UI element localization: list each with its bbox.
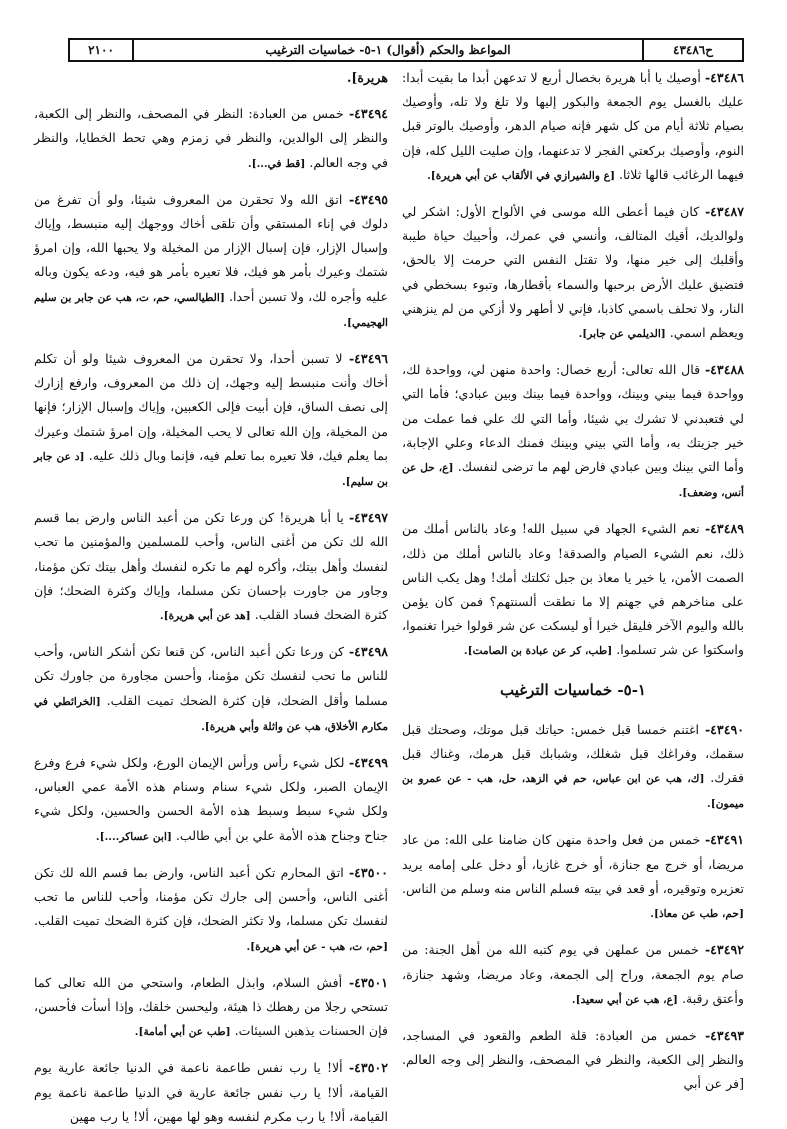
running-title: المواعظ والحكم (أقوال) ١-٥- خماسيات الترغيب — [132, 40, 642, 60]
hadith-reference: [الديلمي عن جابر]. — [578, 328, 666, 341]
hadith-entry — [34, 102, 388, 176]
hadith-entry — [34, 751, 388, 849]
hadith-entry — [402, 358, 744, 505]
hadith-reference: [الطيالسي، حم، ت، هب عن جابر بن سليم الهجيمي]. — [34, 291, 388, 329]
hadith-number: ٤٣٤٩٧- — [348, 510, 388, 526]
hadith-reference: [حم، طب عن معاذ]. — [650, 908, 744, 921]
hadith-number: ٤٣٤٨٦- — [704, 70, 744, 85]
hadith-text: خمس من العبادة: قلة الطعم والقعود في المساجد، والنظر إلى الكعبة، والنظر في المصحف، والنظر إلى وجه العالم. [فر عن أبي — [402, 1027, 744, 1092]
hadith-text: قال الله تعالى: أربع خصال: واحدة منهن لي، وواحدة لك، وواحدة فيما بيني وبينك، وواحدة فيما بينك وبين عبادي؛ فأما التي لي فتعبدني لا تشرك بي شيئا، وأما التي لك علي فما عملت من خير جزيتك به، وأما التي بيني وبينك فمنك الدعاء وعلي الإجابة، وأما التي بينك وبين عبادي فارض لهم ما ترضى لنفسك. — [402, 362, 744, 475]
hadith-reference: [طب، كر عن عبادة بن الصامت]. — [463, 645, 613, 658]
hadith-entry — [34, 861, 388, 959]
hadith-entry — [34, 188, 388, 335]
hadith-entry — [402, 66, 744, 188]
hadith-text: خمس من عملهن في يوم كتبه الله من أهل الجنة: من صام يوم الجمعة، وراح إلى الجمعة، وعاد مريضا، وشهد جنازة، وأعتق رقبة. — [402, 942, 744, 1006]
hadith-reference: [قط في...]. — [247, 157, 306, 170]
hadith-entry — [402, 517, 744, 663]
hadith-text: خمس من العبادة: النظر في المصحف، والنظر إلى الكعبة، والنظر إلى الوالدين، والنظر في زمزم وهي تحط الخطايا، والنظر في وجه العالم. — [34, 106, 388, 170]
hadith-number: ٤٣٤٩٢- — [704, 942, 744, 958]
hadith-number: ٤٣٤٨٩- — [704, 521, 744, 537]
hadith-text: اتق المحارم تكن أعبد الناس، وارض بما قسم الله لك تكن أغنى الناس، وأحسن إلى جارك تكن مؤمنا، وأحب للناس ما تحب لنفسك تكن مسلما، ولا تكثر الضحك، فإن كثرة الضحك تميت القلب. — [34, 864, 388, 929]
hadith-number: ٤٣٥٠١- — [348, 974, 388, 990]
hadith-text: اغتنم خمسا قبل خمس: حياتك قبل موتك، وصحتك قبل سقمك، وفراغك قبل شغلك، وشبابك قبل هرمك، وغناك قبل فقرك. — [402, 721, 744, 786]
hadith-text: لكل شيء رأس ورأس الإيمان الورع، ولكل شيء فرع وفرع الإيمان الصبر، ولكل شيء سنام وسنام هذه الأمة عمي العباس، ولكل شيء سبط وسبط هذه الأمة الحسن والحسين، ولكل شيء جناح وجناح هذه الأمة علي بن أبي طالب. — [34, 755, 388, 843]
hadith-text: أفش السلام، وابذل الطعام، واستحي من الله تعالى كما تستحي رجلا من رهطك ذا هيئة، وليحسن خلقك، وإذا أسأت فأحسن، فإن الحسنات يذهبن السيئات. — [34, 974, 388, 1039]
hadith-number: ٤٣٤٩٠- — [704, 721, 744, 737]
hadith-entry — [34, 347, 388, 494]
hadith-entry — [34, 506, 388, 628]
hadith-number: ٤٣٤٩٦- — [348, 351, 388, 367]
hadith-reference: [ع والشيرازي في الألقاب عن أبي هريرة]. — [427, 169, 615, 182]
hadith-number: ٤٣٤٨٨- — [704, 362, 744, 378]
hadith-entry — [402, 828, 744, 926]
hadith-entry — [34, 1056, 388, 1129]
hadith-entry — [34, 640, 388, 739]
hadith-text: يا أبا هريرة! كن ورعا تكن من أعبد الناس وارض بما قسم الله لك تكن من أغنى الناس، وأحب للمسلمين والمؤمنين ما تحب لنفسك وأهل بيتك، وأكره لهم ما تكره لنفسك وأهل بيتك تكن مؤمنا، وجاور من جاورت بإحسان تكن مسلما، وإياك وكثرة الضحك؛ فإن كثرة الضحك فساد القلب. — [34, 510, 388, 623]
hadith-reference: [د عن جابر بن سليم]. — [34, 450, 388, 489]
hadith-reference: [الخرائطي في مكارم الأخلاق، هب عن واثلة وأبي هريرة]. — [34, 695, 388, 733]
hadith-reference: [ك، هب عن ابن عباس، حم في الزهد، حل، هب - عن عمرو بن ميمون]. — [402, 773, 744, 811]
hadith-number: ٤٣٤٩٨- — [348, 644, 388, 660]
hadith-text: أوصيك يا أبا هريرة بخصال أربع لا تدعهن أبدا ما بقيت أبدا: عليك بالغسل يوم الجمعة والبكور إليها ولا تلغ ولا تله، وأوصيك بصيام ثلاثة أيام من كل شهر فإنه صيام الدهر، وأوصيك بالوتر قبل النوم، وأوصيك بركعتي الفجر لا تدعنهما، وإن صليت الليل كله، فإن فيهما الرغائب قالها ثلاثا. — [402, 70, 744, 182]
hadith-reference: [حم، ت، هب - عن أبي هريرة]. — [246, 940, 388, 953]
page-number: ٢١٠٠ — [88, 43, 114, 57]
hadith-number: ٤٣٥٠٢- — [348, 1060, 388, 1076]
hadith-entry — [402, 200, 744, 346]
continued-reference: هريرة]. — [347, 70, 388, 85]
hadith-text: كان فيما أعطى الله موسى في الألواح الأول: اشكر لي ولوالديك، أقيك المتالف، وأنسي في عمرك، وأحييك حياة طيبة وأقلبك إلى خير منها، ولا تقتل النفس التي حرمت إلا بالحق، فتضيق عليك الأرض برحبها والسماء بأقطارها، وتبوء بسخطي في النار، ولا تحلف باسمي كاذبا، فإني لا أطهر ولا أزكي من لم ينزهني ويعظم اسمي. — [402, 204, 744, 341]
hadith-text: اتق الله ولا تحقرن من المعروف شيئا، ولو أن تفرغ من دلوك في إناء المستقي وأن تلقى أخاك ووجهك إليه منبسط، وإياك وإسبال الإزار، فإن إسبال الإزار من المخيلة ولا يحبها الله، وإن امرؤ شتمك وعيرك بأمر هو فيك، فلا تعيره بأمر هو فيه، ودعه يكون وباله عليه وأجره لك، ولا تسبن أحدا. — [34, 191, 388, 304]
page-header — [68, 38, 744, 62]
hadith-reference: [ابن عساكر....]. — [95, 830, 172, 843]
hadith-entry — [402, 1024, 744, 1097]
hadith-reference: [ع، هب عن أبي سعيد]. — [571, 993, 678, 1006]
hadith-text: خمس من فعل واحدة منهن كان ضامنا على الله: من عاد مريضا، أو خرج مع جنازة، أو خرج غازيا، أو دخل على إمامه يريد تعزيره وتوقيره، أو قعد في بيته فسلم الناس منه وسلم من الناس. — [402, 832, 744, 896]
hadith-text: لا تسبن أحدا، ولا تحقرن من المعروف شيئا ولو أن تكلم أخاك وأنت منبسط إليه وجهك، إن ذلك من المعروف، وارفع إزارك إلى نصف الساق، فإن أبيت فإلى الكعبين، وإياك وإسبال الإزار؛ فإنها من المخيلة، وإن الله تعالى لا يحب المخيلة، وإن امرؤ شتمك وعيرك بما يعلم فيك، فلا تعيره بما تعلم فيه، فإنما وبال ذلك عليه. — [34, 351, 389, 463]
left-column — [34, 66, 389, 1124]
hadith-text: نعم الشيء الجهاد في سبيل الله! وعاد بالناس أملك من ذلك، نعم الشيء الصيام والصدقة! وعاد بالناس أملك من ذلك، الصمت الأمن، يا خير يا معاذ بن جبل ثكلتك أمك! وهل يكب الناس على مناخرهم في جهنم إلا ما نطقت ألسنتهم؟ فمن كان يؤمن بالله واليوم الآخر فليقل خيرا أو ليسكت عن شر قولوا خيرا تغنموا، واسكتوا عن شر تسلموا. — [402, 521, 744, 658]
section-heading: ١-٥- خماسيات الترغيب — [500, 680, 646, 699]
hadith-text: ألا! يا رب نفس طاعمة ناعمة في الدنيا جائعة عارية يوم القيامة، ألا! يا رب نفس جائعة عارية في الدنيا طاعمة ناعمة يوم القيامة، ألا! يا رب مكرم لنفسه وهو لها مهين، ألا! يا رب مهين — [34, 1060, 388, 1124]
hadith-range-code: ح٤٣٤٨٦ — [642, 40, 742, 60]
hadith-number: ٤٣٥٠٠- — [348, 864, 388, 880]
hadith-number: ٤٣٤٩٩- — [348, 755, 388, 771]
right-column — [402, 66, 744, 1096]
hadith-number: ٤٣٤٩٤- — [348, 106, 388, 122]
hadith-text: كن ورعا تكن أعبد الناس، كن قنعا تكن أشكر الناس، وأحب للناس ما تحب لنفسك تكن مؤمنا، وأحسن مجاورة من جاورك تكن مسلما وأقل الضحك، فإن كثرة الضحك تميت القلب. — [34, 644, 388, 708]
hadith-number: ٤٣٤٨٧- — [704, 204, 744, 220]
hadith-reference: [طب عن أبي أمامة]. — [134, 1026, 231, 1039]
hadith-reference: [ع، حل عن أنس، وضعف]. — [402, 462, 744, 500]
hadith-entry — [402, 938, 744, 1012]
hadith-number: ٤٣٤٩١- — [704, 832, 744, 848]
hadith-entry — [34, 971, 388, 1045]
hadith-number: ٤٣٤٩٣- — [704, 1027, 744, 1043]
hadith-number: ٤٣٤٩٥- — [348, 191, 388, 207]
hadith-reference: [هد عن أبي هريرة]. — [159, 610, 251, 623]
hadith-entry — [402, 718, 744, 817]
